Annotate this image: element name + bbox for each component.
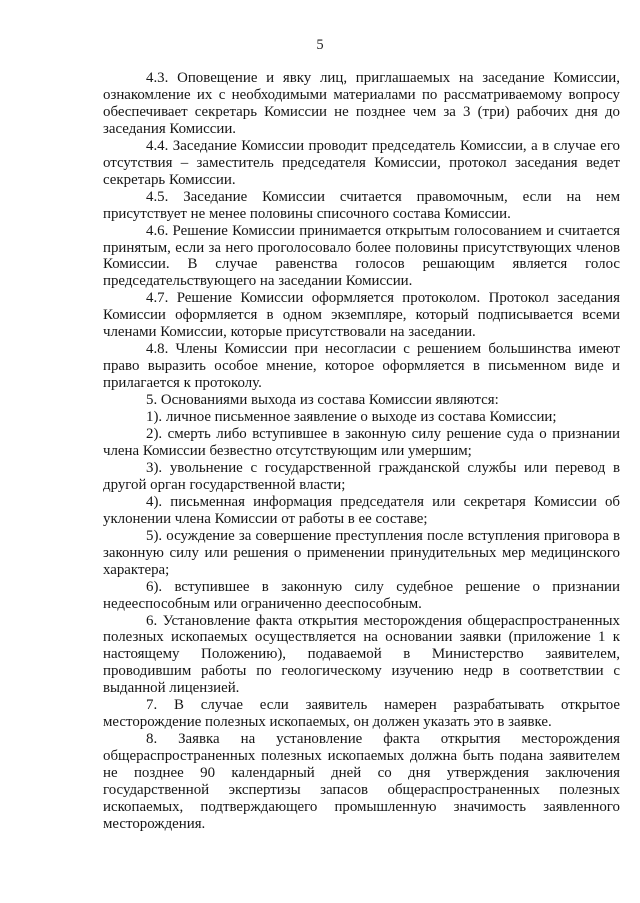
list-item-3: 3). увольнение с государственной гражданской службы или перевод в другой орган государственной власти; [103,459,620,493]
paragraph-7: 7. В случае если заявитель намерен разрабатывать открытое месторождение полезных ископаемых, он должен указать это в заявке. [103,697,620,731]
paragraph-4-6: 4.6. Решение Комиссии принимается открытым голосованием и считается принятым, если за него проголосовало более половины присутствующих членов Комиссии. В случае равенства голосов решающим является голос председательствующего на заседании Комиссии. [103,222,620,290]
list-item-5: 5). осуждение за совершение преступления после вступления приговора в законную силу или решения о применении принудительных мер медицинского характера; [103,527,620,578]
page-number: 5 [316,37,324,53]
paragraph-4-3: 4.3. Оповещение и явку лиц, приглашаемых на заседание Комиссии, ознакомление их с необходимыми материалами по рассматриваемому вопросу обеспечивает секретарь Комиссии не позднее чем за 3 (три) рабочих дня до заседания Комиссии. [103,70,620,137]
paragraph-6: 6. Установление факта открытия месторождения общераспространенных полезных ископаемых осуществляется на основании заявки (приложение 1 к настоящему Положению), подаваемой в Министерство заявителем, проводившим работы по геологическому изучению недр в соответствии с выданной лицензией. [103,612,620,697]
list-item-6: 6). вступившее в законную силу судебное решение о признании недееспособным или ограниченно дееспособным. [103,578,620,612]
paragraph-4-7: 4.7. Решение Комиссии оформляется протоколом. Протокол заседания Комиссии оформляется в одном экземпляре, который подписывается всеми членами Комиссии, которые присутствовали на заседании. [103,290,620,341]
list-item-1: 1). личное письменное заявление о выходе из состава Комиссии; [146,409,557,426]
paragraph-4-5: 4.5. Заседание Комиссии считается правомочным, если на нем присутствует не менее половины списочного состава Комиссии. [103,188,620,222]
paragraph-4-8: 4.8. Члены Комиссии при несогласии с решением большинства имеют право выразить особое мнение, которое оформляется в письменном виде и прилагается к протоколу. [103,341,620,392]
list-item-2: 2). смерть либо вступившее в законную силу решение суда о признании члена Комиссии безвестно отсутствующим или умершим; [103,426,620,459]
paragraph-8: 8. Заявка на установление факта открытия месторождения общераспространенных полезных ископаемых должна быть подана заявителем не позднее 90 календарный дней со дня утверждения заключения государственной экспертизы запасов общераспространенных полезных ископаемых, подтверждающего промышленную значимость заявленного месторождения. [103,731,620,832]
list-item-4: 4). письменная информация председателя или секретаря Комиссии об уклонении члена Комиссии от работы в ее составе; [103,493,620,527]
paragraph-5-heading: 5. Основаниями выхода из состава Комиссии являются: [146,392,499,409]
paragraph-4-4: 4.4. Заседание Комиссии проводит председатель Комиссии, а в случае его отсутствия – заместитель председателя Комиссии, протокол заседания ведет секретарь Комиссии. [103,137,620,188]
